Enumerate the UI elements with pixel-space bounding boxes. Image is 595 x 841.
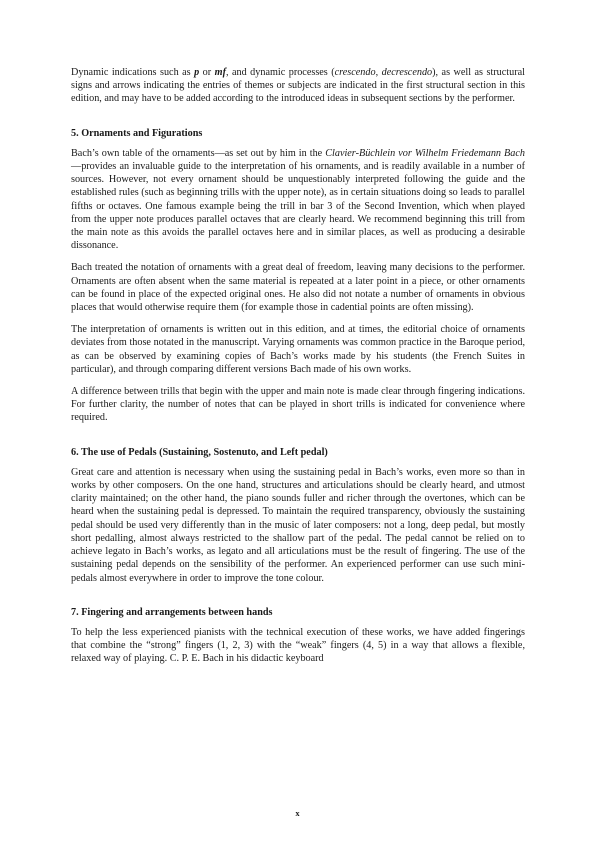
section-heading: 7. Fingering and arrangements between hands [71, 606, 273, 618]
dynamic-mark-mf: mf [214, 67, 226, 78]
section-heading: 5. Ornaments and Figurations [71, 127, 203, 139]
paragraph [71, 147, 525, 253]
intro-text: , [375, 67, 382, 78]
section-pedals [71, 446, 525, 585]
paragraph: To help the less experienced pianists with the technical execution of these works, we have added fingerings that combine the “strong” fingers (1, 2, 3) with the “weak” fingers (4, 5) in a way that allows a flexible, relaxed way of playing. C. P. E. Bach in his didactic keyboard [71, 626, 525, 665]
paragraph-text: —provides an invaluable guide to the interpretation of his ornaments, and is readily available in a number of sources. However, not every ornament should be unquestionably interpreted following the guide and the established rules (such as beginning trills with the upper note), as in certain situations doing so leads to parallel fifths or octaves. One famous example being the trill in bar 3 of the Second Invention, which when played from the upper note produces parallel octaves that are clearly heard. We recommend beginning this trill from the main note as this avoids the parallel octaves here and in similar places, as well as producing a desirable dissonance. [71, 161, 525, 252]
intro-text: or [199, 67, 215, 78]
section-ornaments [71, 127, 525, 425]
paragraph: Great care and attention is necessary when using the sustaining pedal in Bach’s works, even more so than in works by other composers. On the one hand, structures and articulations should be clearly heard, and utmost clarity maintained; on the other hand, the piano sounds fuller and richer through the overtones, which can be heard when the sustaining pedal is depressed. To maintain the required transparency, obviously the sustaining pedal should be used very differently than in the music of later composers: not a long, deep pedal, but mostly short pedalling, almost always restricted to the shallow part of the pedal. The pedal cannot be relied on to achieve legato in Bach’s works, as legato and all articulations must be the result of fingering. The use of the sustaining pedal depends on the sensibility of the performer. An experienced performer can use such mini-pedals almost everywhere in order to improve the tone colour. [71, 466, 525, 584]
paragraph: The interpretation of ornaments is written out in this edition, and at times, the editorial choice of ornaments deviates from those notated in the manuscript. Varying ornaments was common practice in the Baroque period, as can be observed by examining copies of Bach’s works made by his students (the French Suites in particular), and through comparing different versions Bach made of his own works. [71, 324, 525, 375]
term-decrescendo: decrescendo [381, 67, 433, 78]
intro-text: Dynamic indications such as [71, 67, 195, 78]
section-heading: 6. The use of Pedals (Sustaining, Sostenuto, and Left pedal) [71, 446, 328, 458]
paragraph: A difference between trills that begin with the upper and main note is made clear through fingering indications. For further clarity, the number of notes that can be played in short trills is indicated for convenience where required. [71, 386, 525, 424]
paragraph-text: Bach’s own table of the ornaments—as set out by him in the [71, 147, 326, 159]
dynamic-mark-p: p [194, 67, 200, 78]
intro-text: ), as well as structural signs and arrows indicating the entries of themes or subjects are indicated in the first structural section in this edition, and may have to be added according to the introduced ideas in subsequent sections by the performer. [71, 67, 525, 105]
intro-text: , and dynamic processes ( [225, 67, 335, 78]
term-crescendo: crescendo [334, 67, 376, 78]
work-title: Clavier-Büchlein vor Wilhelm Friedemann Bach [325, 147, 525, 159]
page-body [71, 66, 525, 666]
page-number: x [295, 808, 300, 818]
intro-paragraph [71, 66, 525, 106]
paragraph: Bach treated the notation of ornaments with a great deal of freedom, leaving many decisions to the performer. Ornaments are often absent when the same material is repeated at a later point in a piece, or other ornaments can be found in place of the expected original ones. He also did not notate a number of ornaments in obvious places that would otherwise require them (for example those in cadential points are often missing). [71, 262, 525, 314]
section-fingering [71, 606, 525, 666]
